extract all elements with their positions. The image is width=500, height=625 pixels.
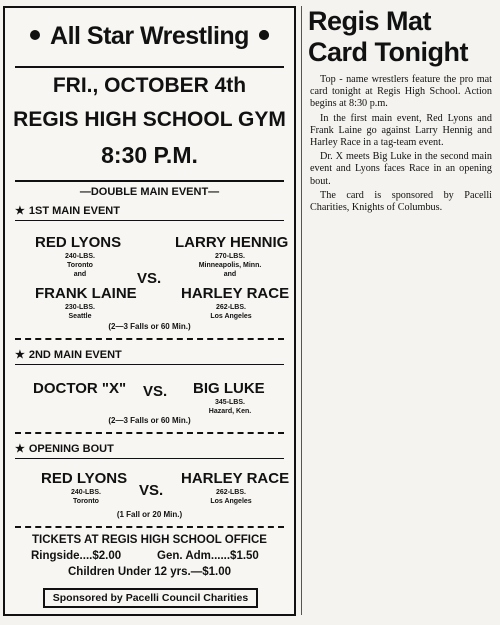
tickets-heading: TICKETS AT REGIS HIGH SCHOOL OFFICE [32, 534, 267, 546]
match-rules: (2—3 Falls or 60 Min.) [108, 322, 191, 331]
divider [15, 526, 284, 528]
children-price: Children Under 12 yrs.—$1.00 [68, 566, 231, 578]
double-main-event-label: —DOUBLE MAIN EVENT— [79, 186, 220, 198]
wrestler-details: 345-LBS. Hazard, Ken. [208, 399, 252, 415]
wrestling-advertisement [3, 6, 296, 616]
divider [15, 458, 284, 459]
wrestler-details: 270-LBS. Minneapolis, Minn. and [198, 253, 262, 278]
versus-label: VS. [139, 482, 164, 499]
divider [15, 180, 284, 182]
divider [15, 432, 284, 434]
divider [15, 220, 284, 221]
wrestler-name: DOCTOR "X" [33, 380, 127, 397]
star-icon: ★ [15, 349, 25, 361]
wrestler-name: RED LYONS [41, 470, 128, 487]
bullet-dot-icon [30, 30, 40, 40]
article-paragraph: Dr. X meets Big Luke in the second main event and Lyons faces Race in an opening bout. [310, 151, 492, 187]
star-icon: ★ [15, 443, 25, 455]
wrestler-name: FRANK LAINE [35, 285, 137, 302]
wrestler-name: HARLEY RACE [181, 285, 290, 302]
sponsor-box: Sponsored by Pacelli Council Charities [43, 588, 258, 608]
article-paragraph: Top - name wrestlers feature the pro mat card tonight at Regis High School. Action begins at 8:30 p.m. [310, 74, 492, 110]
divider [15, 338, 284, 340]
wrestler-details: 262-LBS. Los Angeles [210, 489, 252, 505]
divider [15, 364, 284, 365]
event-date: FRI., OCTOBER 4th [52, 74, 247, 97]
article-paragraph: The card is sponsored by Pacelli Charities, Knights of Columbus. [310, 189, 492, 214]
wrestler-name: RED LYONS [35, 234, 122, 251]
ad-title-text: All Star Wrestling [50, 22, 249, 50]
match-rules: (2—3 Falls or 60 Min.) [108, 416, 191, 425]
star-icon: ★ [15, 205, 25, 217]
second-main-event-label: ★ 2ND MAIN EVENT [15, 349, 122, 361]
event-venue: REGIS HIGH SCHOOL GYM [13, 108, 286, 131]
first-main-event-label: ★ 1ST MAIN EVENT [15, 205, 120, 217]
wrestler-details: 262-LBS. Los Angeles [210, 304, 252, 320]
wrestler-details: 240-LBS. Toronto and [65, 253, 95, 278]
article-headline: Regis Mat Card Tonight [308, 6, 468, 67]
versus-label: VS. [143, 383, 168, 400]
article-body [310, 74, 492, 216]
match-rules: (1 Fall or 20 Min.) [116, 510, 183, 519]
wrestler-details: 240-LBS. Toronto [71, 489, 101, 505]
wrestler-name: HARLEY RACE [181, 470, 290, 487]
ad-title [5, 22, 294, 51]
ringside-price: Ringside....$2.00 [31, 550, 122, 562]
article-paragraph: In the first main event, Red Lyons and Frank Laine go against Larry Hennig and Harley Race in a tag-team event. [310, 112, 492, 149]
event-time: 8:30 P.M. [101, 142, 198, 168]
column-divider [301, 6, 302, 615]
opening-bout-label: ★ OPENING BOUT [15, 443, 114, 455]
wrestler-name: BIG LUKE [193, 380, 265, 397]
wrestler-details: 230-LBS. Seattle [65, 304, 95, 320]
versus-label: VS. [137, 270, 162, 287]
general-admission-price: Gen. Adm......$1.50 [157, 550, 259, 562]
bullet-ring-icon [259, 30, 269, 40]
divider [15, 66, 284, 68]
wrestler-name: LARRY HENNIG [175, 234, 289, 251]
